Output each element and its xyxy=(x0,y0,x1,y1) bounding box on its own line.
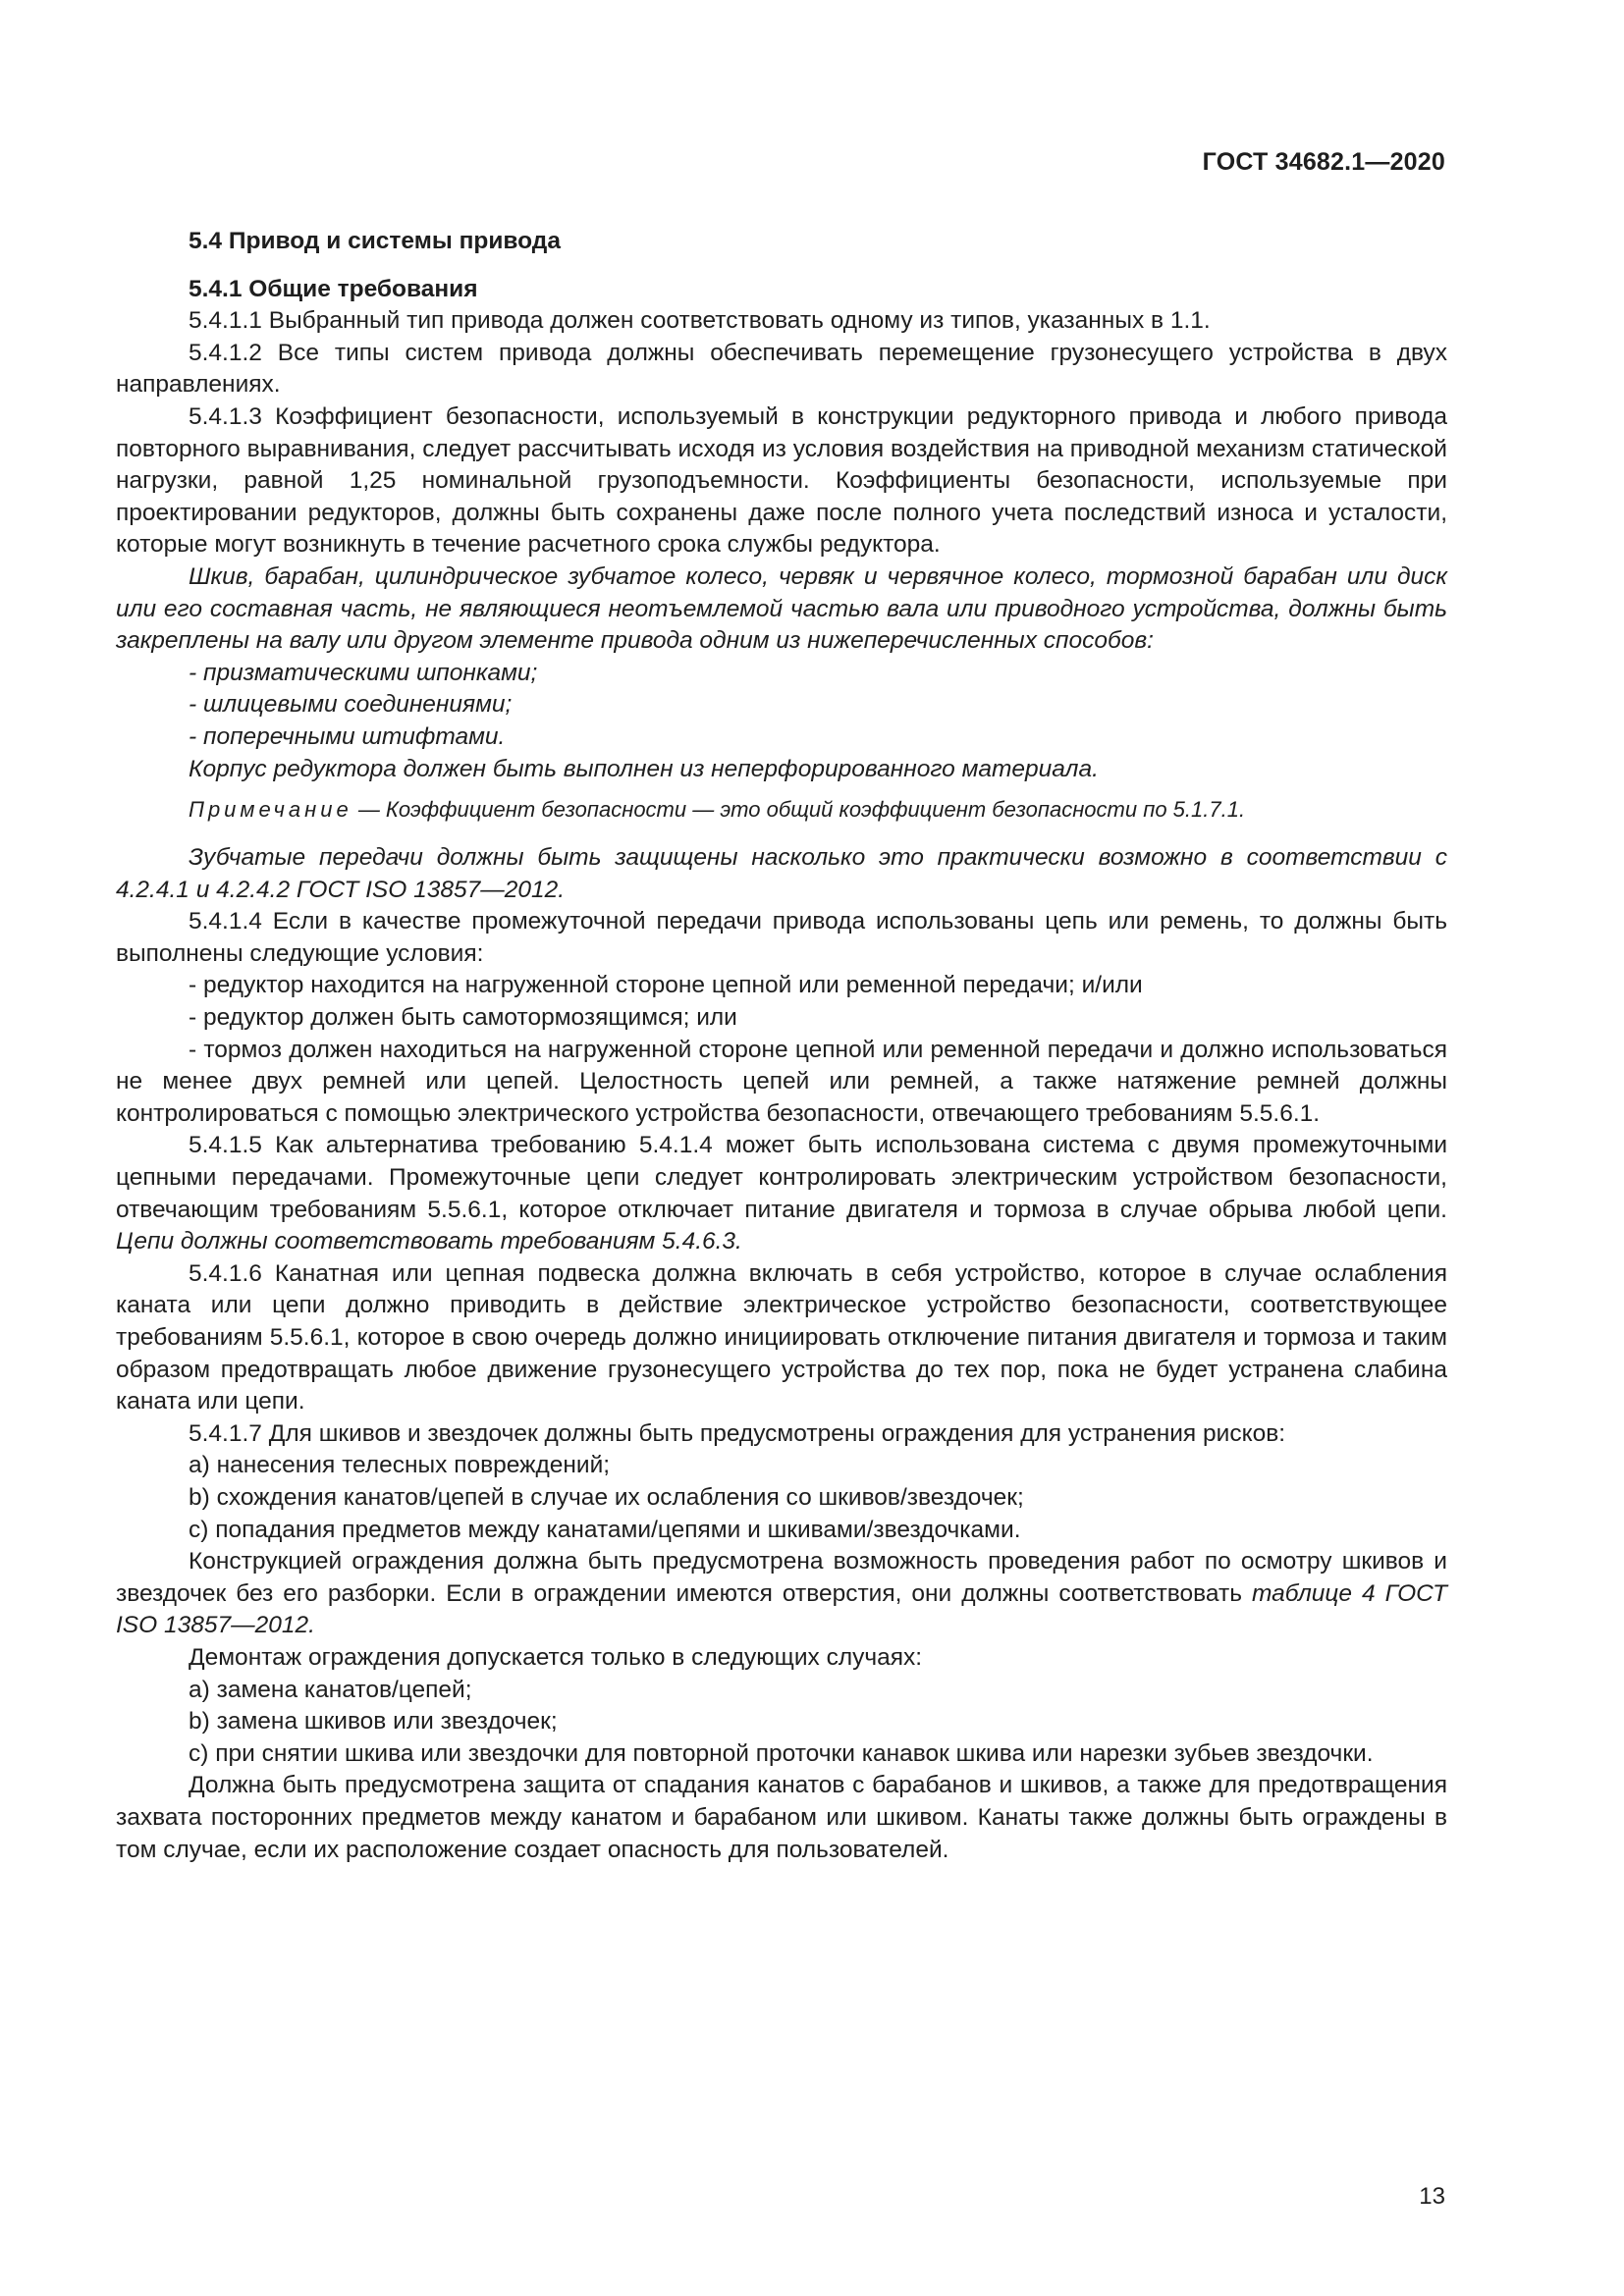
document-header: ГОСТ 34682.1—2020 xyxy=(1202,148,1445,176)
paragraph-5-4-1-6: 5.4.1.6 Канатная или цепная подвеска должна включать в себя устройство, которое в случае ослабления каната или цепи должно приводить в действие электрическое устройство безопасности, соответствующее требованиям 5.5.6.1, которое в свою очередь должно инициировать отключение питания двигателя и тормоза и таким образом предотвращать любое движение грузонесущего устройства до тех пор, пока не будет устранена слабина каната или цепи. xyxy=(116,1259,1447,1415)
note-label: Примечание xyxy=(189,797,352,823)
paragraph-italic-text: таблице 4 ГОСТ ISO 13857—2012. xyxy=(116,1579,1447,1639)
paragraph-text: 5.4.1.5 Как альтернатива требованию 5.4.1.4 может быть использована система с двумя промежуточными цепными передачами. Промежуточные цепи следует контролировать электрическим устройством безопасности, отвечающим требованиям 5.5.6.1, которое отключает питание двигателя и тормоза в случае обрыва любой цепи. xyxy=(116,1132,1447,1223)
list-item: - редуктор находится на нагруженной стороне цепной или ременной передачи; и/или xyxy=(189,972,1143,999)
paragraph-gearbox-housing: Корпус редуктора должен быть выполнен из неперфорированного материала. xyxy=(189,755,1099,782)
paragraph-5-4-1-2: 5.4.1.2 Все типы систем привода должны обеспечивать перемещение грузонесущего устройства в двух направлениях. xyxy=(116,339,1447,399)
paragraph-guard-removal: Демонтаж ограждения допускается только в следующих случаях: xyxy=(189,1643,923,1671)
note-text: — Коэффициент безопасности — это общий коэффициент безопасности по 5.1.7.1. xyxy=(352,797,1246,823)
paragraph-fastening: Шкив, барабан, цилиндрическое зубчатое колесо, червяк и червячное колесо, тормозной барабан или диск или его составная часть, не являющиеся неотъемлемой частью вала или приводного устройства, должны быть закреплены на валу или другом элементе привода одним из нижеперечисленных способов: xyxy=(116,562,1447,655)
paragraph-rope-protection: Должна быть предусмотрена защита от спадания канатов с барабанов и шкивов, а также для предотвращения захвата посторонних предметов между канатом и барабаном или шкивом. Канаты также должны быть ограждены в том случае, если их расположение создает опасность для пользователей. xyxy=(116,1772,1447,1863)
list-item: - призматическими шпонками; xyxy=(189,659,538,686)
paragraph-brake-condition: - тормоз должен находиться на нагруженной стороне цепной или ременной передачи и должно использоваться не менее двух ремней или цепей. Целостность цепей или ремней, а также натяжение ремней должны контролироваться с помощью электрического устройства безопасности, отвечающего требованиям 5.5.6.1. xyxy=(116,1036,1447,1127)
paragraph-guard-design xyxy=(116,1546,1447,1642)
paragraph-text: Конструкцией ограждения должна быть предусмотрена возможность проведения работ по осмотру шкивов и звездочек без его разборки. Если в ограждении имеются отверстия, они должны соответствовать xyxy=(116,1548,1447,1607)
paragraph-regrooving: c) при снятии шкива или звездочки для повторной проточки канавок шкива или нарезки зубьев звездочки. xyxy=(189,1739,1374,1767)
paragraph-5-4-1-5 xyxy=(116,1130,1447,1257)
list-item: a) замена канатов/цепей; xyxy=(189,1676,472,1703)
note xyxy=(116,795,1447,825)
page-content xyxy=(116,226,1447,1866)
paragraph-italic-text: Цепи должны соответствовать требованиям 5.4.6.3. xyxy=(116,1228,742,1255)
list-item: - поперечными штифтами. xyxy=(189,722,506,750)
list-item: - редуктор должен быть самотормозящимся; или xyxy=(189,1004,737,1032)
list-item: - шлицевыми соединениями; xyxy=(189,691,513,719)
paragraph-5-4-1-7: 5.4.1.7 Для шкивов и звездочек должны быть предусмотрены ограждения для устранения рисков: xyxy=(189,1419,1286,1447)
page-number: 13 xyxy=(1419,2183,1445,2210)
paragraph-5-4-1-3: 5.4.1.3 Коэффициент безопасности, используемый в конструкции редукторного привода и любого привода повторного выравнивания, следует рассчитывать исходя из условия воздействия на приводной механизм статической нагрузки, равной 1,25 номинальной грузоподъемности. Коэффициенты безопасности, используемые при проектировании редукторов, должны быть сохранены даже после полного учета последствий износа и усталости, которые могут возникнуть в течение расчетного срока службы редуктора. xyxy=(116,402,1447,559)
subsection-title: 5.4.1 Общие требования xyxy=(189,275,478,302)
list-item: c) попадания предметов между канатами/цепями и шкивами/звездочками. xyxy=(189,1516,1021,1543)
list-item: b) схождения канатов/цепей в случае их ослабления со шкивов/звездочек; xyxy=(189,1483,1024,1511)
list-item: a) нанесения телесных повреждений; xyxy=(189,1452,611,1479)
paragraph-gears-protection: Зубчатые передачи должны быть защищены насколько это практически возможно в соответствии с 4.2.4.1 и 4.2.4.2 ГОСТ ISO 13857—2012. xyxy=(116,844,1447,903)
list-item: b) замена шкивов или звездочек; xyxy=(189,1708,558,1735)
paragraph-5-4-1-1: 5.4.1.1 Выбранный тип привода должен соответствовать одному из типов, указанных в 1.1. xyxy=(189,307,1211,335)
section-title: 5.4 Привод и системы привода xyxy=(189,228,561,254)
paragraph-5-4-1-4: 5.4.1.4 Если в качестве промежуточной передачи привода использованы цепь или ремень, то должны быть выполнены следующие условия: xyxy=(116,908,1447,967)
